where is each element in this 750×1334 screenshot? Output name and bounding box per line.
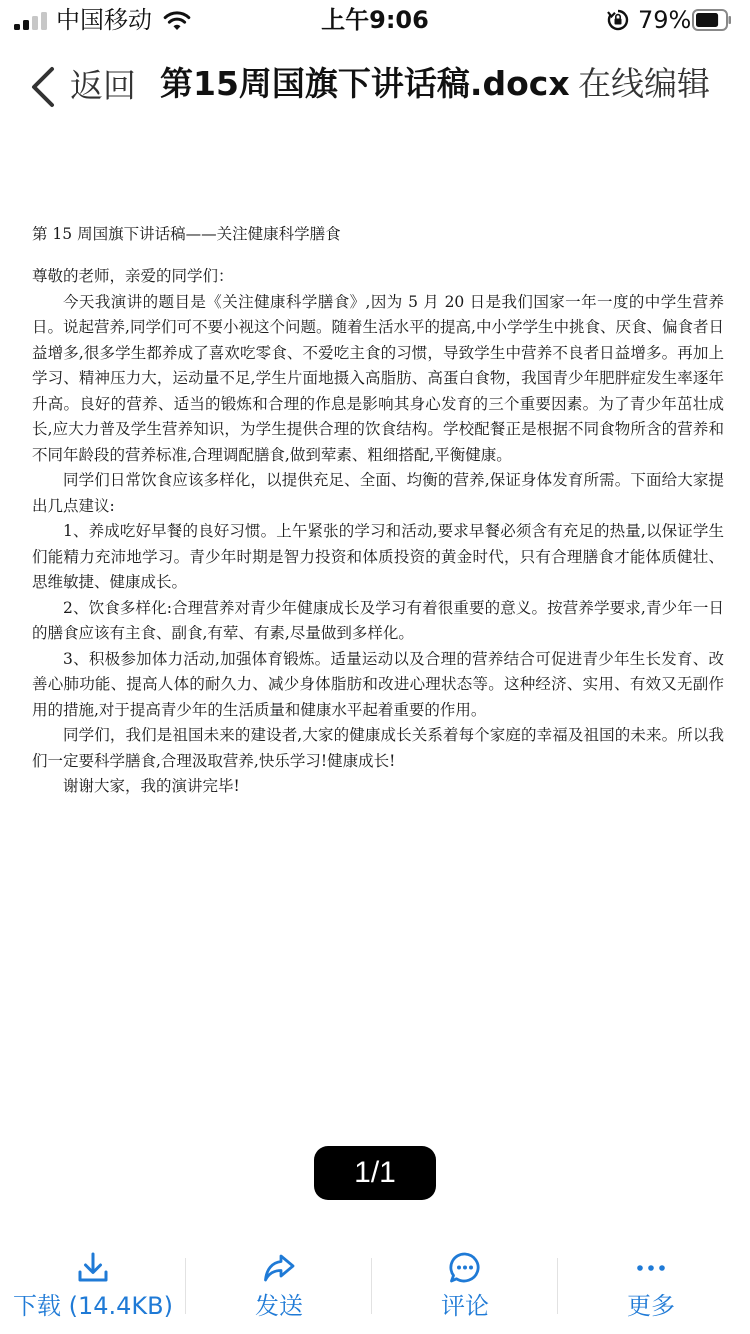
send-button[interactable] [186,1240,372,1334]
status-bar [0,0,750,40]
document-paragraph: 3、积极参加体力活动,加强体育锻炼。适量运动以及合理的营养结合可促进青少年生长发育、改善心肺功能、提高人体的耐久力、减少身体脂肪和改进心理状态等。这种经济、实用、有效又无副作用的措施,对于提高青少年的生活质量和健康水平起着重要的作用。 [32,649,724,719]
document-paragraph: 今天我演讲的题目是《关注健康科学膳食》,因为 5 月 20 日是我们国家一年一度的中学生营养日。说起营养,同学们可不要小视这个问题。随着生活水平的提高,中小学学生中挑食、厌食、偏食者日益增多,很多学生都养成了喜欢吃零食、不爱吃主食的习惯，导致学生中营养不良者日益增多。再加上学习、精神压力大，运动量不足,学生片面地摄入高脂肪、高蛋白食物，我国青少年肥胖症发生率逐年升高。良好的营养、适当的锻炼和合理的作息是影响其身心发育的三个重要因素。为了青少年茁壮成长,应大力普及学生营养知识，为学生提供合理的饮食结构。学校配餐正是根据不同食物所含的营养和不同年龄段的营养标准,合理调配膳食,做到荤素、粗细搭配,平衡健康。 [32,292,724,464]
page-indicator: 1/1 [314,1146,436,1200]
back-label: 返回 [70,66,136,105]
download-icon [75,1250,111,1286]
document-paragraph: 同学们，我们是祖国未来的建设者,大家的健康成长关系着每个家庭的幸福及祖国的未来。所以我们一定要科学膳食,合理汲取营养,快乐学习!健康成长! [32,726,724,770]
document-title: 第15周国旗下讲话稿.docx [160,64,570,103]
more-button[interactable] [558,1240,744,1334]
comment-icon [447,1250,483,1286]
carrier-name: 中国移动 [56,6,152,34]
navigation-bar [0,44,750,130]
more-label: 更多 [627,1292,675,1320]
comment-button[interactable] [372,1240,558,1334]
back-button[interactable] [28,58,146,114]
bottom-toolbar [0,1240,750,1334]
document-paragraph: 同学们日常饮食应该多样化，以提供充足、全面、均衡的营养,保证身体发育所需。下面给大家提出几点建议: [32,471,724,515]
battery-icon [692,9,732,31]
document-salutation: 尊敬的老师，亲爱的同学们： [32,267,234,285]
share-icon [261,1250,297,1286]
more-icon [633,1250,669,1286]
comment-label: 评论 [441,1292,489,1320]
edit-online-label[interactable]: 在线编辑 [578,64,710,103]
document-paragraph: 谢谢大家，我的演讲完毕! [63,777,240,795]
battery-percent: 79% [638,6,692,34]
download-button[interactable] [0,1240,186,1334]
download-label: 下载 (14.4KB) [13,1292,173,1320]
rotation-lock-icon [606,8,630,32]
document-paragraph: 2、饮食多样化:合理营养对青少年健康成长及学习有着很重要的意义。按营养学要求,青少年一日的膳食应该有主食、副食,有荤、有素,尽量做到多样化。 [32,598,724,642]
send-label: 发送 [255,1292,303,1320]
document-page [32,222,724,800]
status-time: 上午9:06 [321,6,429,34]
chevron-left-icon [28,66,58,108]
document-paragraph: 1、养成吃好早餐的良好习惯。上午紧张的学习和活动,要求早餐必须含有充足的热量,以保证学生们能精力充沛地学习。青少年时期是智力投资和体质投资的黄金时代，只有合理膳食才能体质健壮、思维敏捷、健康成长。 [32,522,724,591]
document-heading: 第 15 周国旗下讲话稿——关注健康科学膳食 [32,225,341,243]
